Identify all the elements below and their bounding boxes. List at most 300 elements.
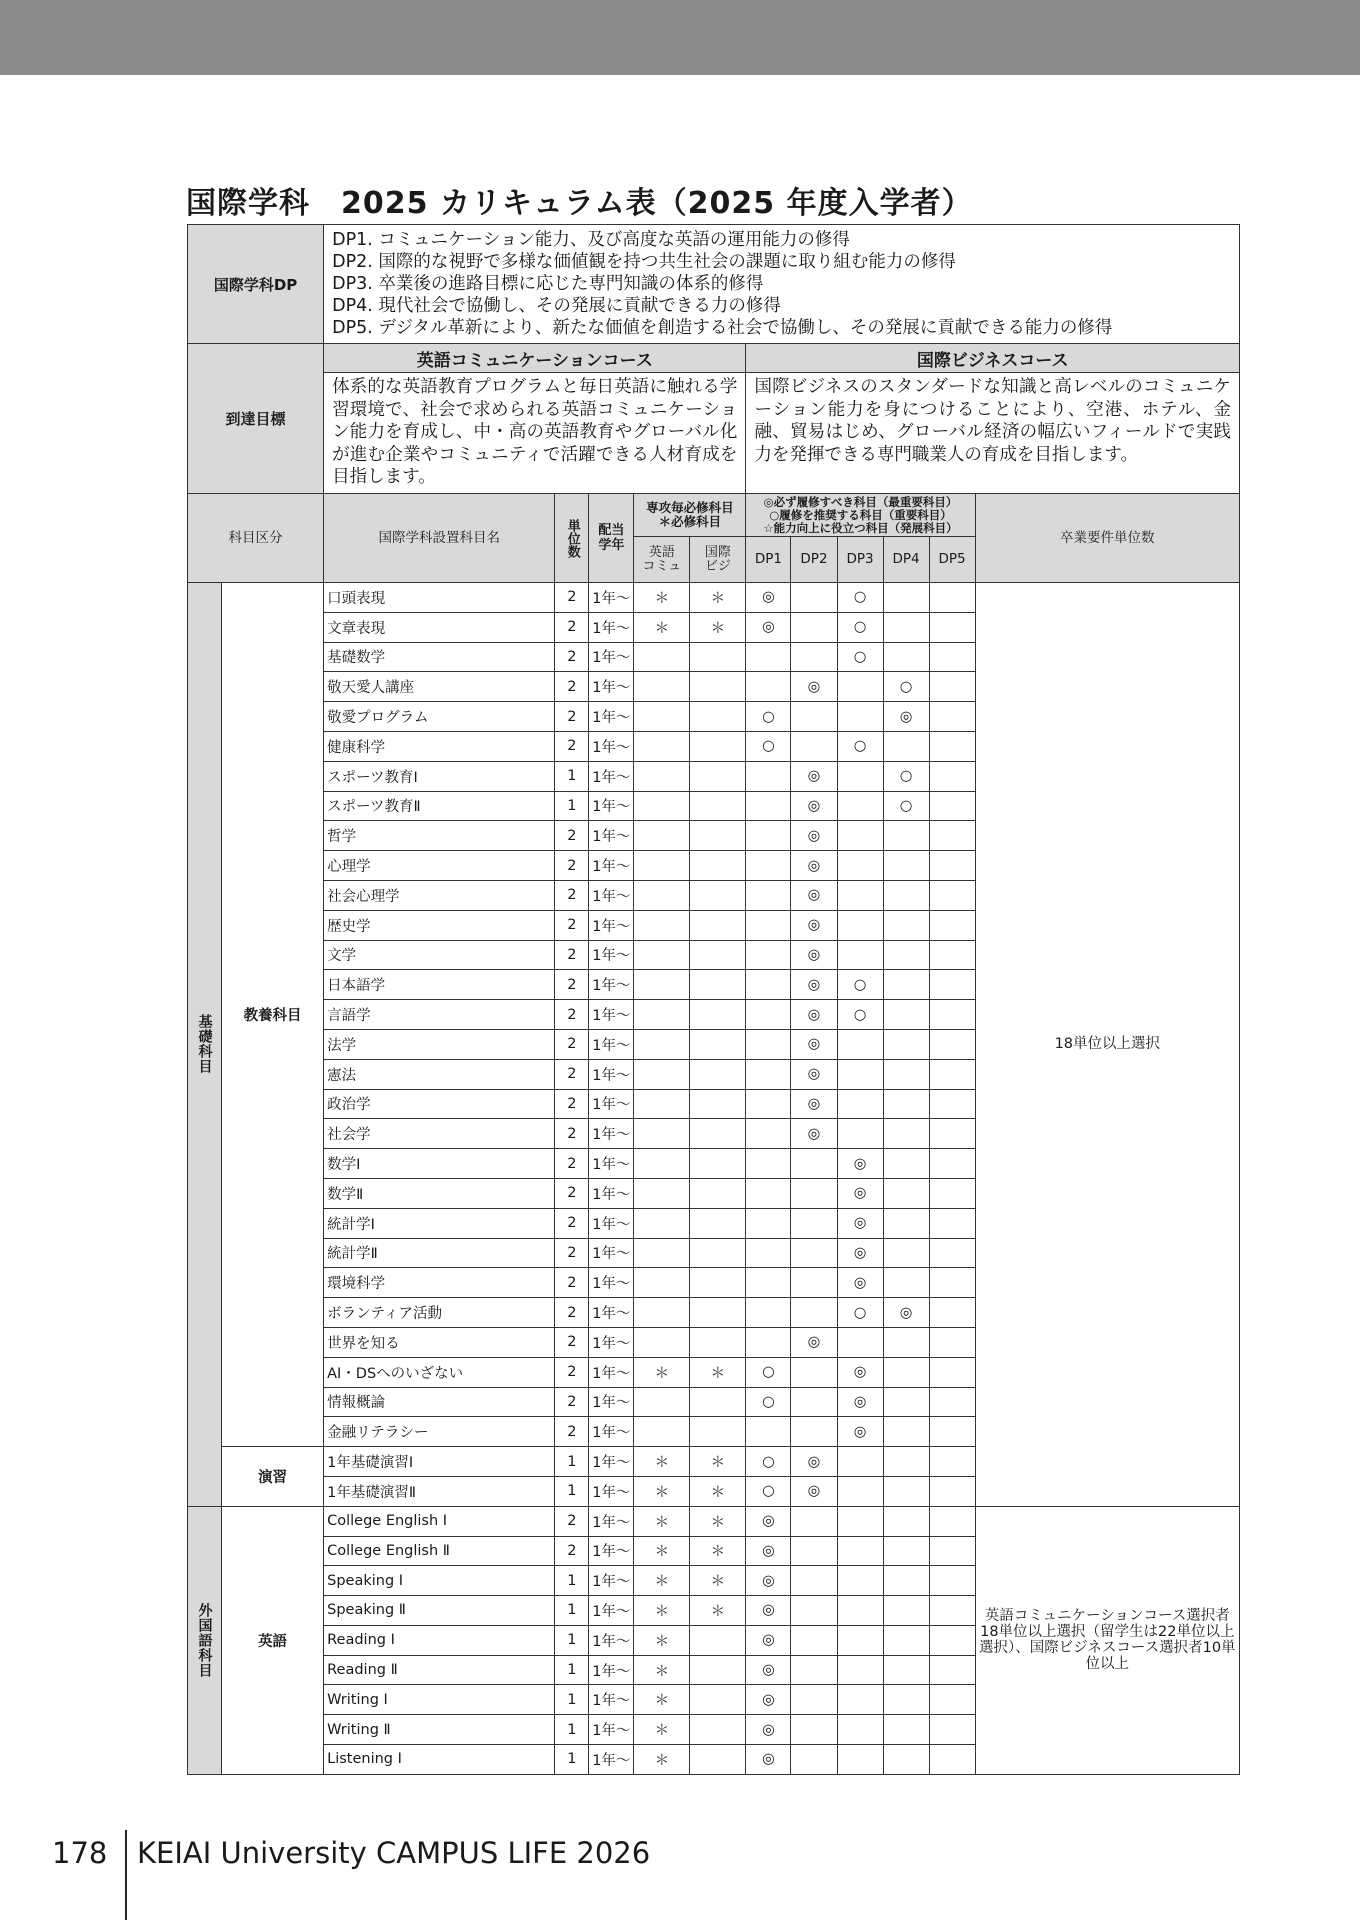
- subject-name: Reading Ⅰ: [324, 1625, 555, 1655]
- mark-d1: [746, 910, 791, 940]
- mark-e: [634, 1149, 690, 1179]
- header-eng: 英語 コミュ: [634, 537, 690, 583]
- mark-d1: [746, 1119, 791, 1149]
- credits-cell: 2: [555, 1327, 589, 1357]
- year-cell: 1年〜: [589, 1685, 634, 1715]
- credits-cell: 2: [555, 583, 589, 613]
- credits-cell: 2: [555, 851, 589, 881]
- year-cell: 1年〜: [589, 1327, 634, 1357]
- mark-d2: ◎: [791, 1029, 837, 1059]
- mark-e: ＊: [634, 1566, 690, 1596]
- mark-b: [690, 1149, 746, 1179]
- year-cell: 1年〜: [589, 1268, 634, 1298]
- mark-d3: [837, 880, 883, 910]
- graduation-req-kiso: 18単位以上選択: [975, 583, 1239, 1507]
- subject-name: 情報概論: [324, 1387, 555, 1417]
- goal-business: 国際ビジネスのスタンダードな知識と高レベルのコミュニケーション能力を身につけることにより、空港、ホテル、金融、貿易はじめ、グローバル経済の幅広いフィールドで実践力を発揮できる専門職業人の育成を目指します。: [746, 373, 1240, 494]
- course-english-header: 英語コミュニケーションコース: [324, 344, 746, 373]
- credits-cell: 2: [555, 1149, 589, 1179]
- mark-d5: [929, 910, 975, 940]
- mark-d4: [883, 1417, 929, 1447]
- mark-b: [690, 761, 746, 791]
- page-title: 国際学科 2025 カリキュラム表（2025 年度入学者）: [186, 186, 973, 221]
- subject-name: 金融リテラシー: [324, 1417, 555, 1447]
- subject-name: 数学Ⅱ: [324, 1178, 555, 1208]
- mark-d3: [837, 1685, 883, 1715]
- mark-b: [690, 1417, 746, 1447]
- mark-d4: [883, 1476, 929, 1506]
- subject-name: スポーツ教育Ⅰ: [324, 761, 555, 791]
- mark-d2: ◎: [791, 970, 837, 1000]
- mark-e: ＊: [634, 612, 690, 642]
- mark-d1: [746, 970, 791, 1000]
- mark-e: [634, 910, 690, 940]
- subject-name: College English Ⅰ: [324, 1506, 555, 1536]
- mark-d3: ○: [837, 970, 883, 1000]
- mark-d5: [929, 1715, 975, 1745]
- mark-d1: [746, 1327, 791, 1357]
- mark-d1: ◎: [746, 583, 791, 613]
- mark-b: [690, 1715, 746, 1745]
- year-cell: 1年〜: [589, 970, 634, 1000]
- mark-d2: [791, 1417, 837, 1447]
- mark-d2: [791, 1685, 837, 1715]
- mark-d4: [883, 1387, 929, 1417]
- credits-cell: 2: [555, 1089, 589, 1119]
- credits-cell: 2: [555, 612, 589, 642]
- credits-cell: 1: [555, 1566, 589, 1596]
- mark-e: ＊: [634, 1447, 690, 1477]
- year-cell: 1年〜: [589, 612, 634, 642]
- mark-e: [634, 1178, 690, 1208]
- credits-cell: 2: [555, 1506, 589, 1536]
- mark-d1: [746, 880, 791, 910]
- subject-name: Listening Ⅰ: [324, 1745, 555, 1775]
- subgroup-eigo: 英語: [222, 1506, 324, 1774]
- mark-d1: [746, 1059, 791, 1089]
- mark-b: [690, 1685, 746, 1715]
- mark-d3: [837, 821, 883, 851]
- year-cell: 1年〜: [589, 1029, 634, 1059]
- mark-d4: ○: [883, 672, 929, 702]
- mark-b: ＊: [690, 1357, 746, 1387]
- table-row: [188, 583, 1240, 613]
- mark-d2: [791, 1387, 837, 1417]
- mark-d3: [837, 1506, 883, 1536]
- mark-e: [634, 1268, 690, 1298]
- mark-d3: [837, 1655, 883, 1685]
- mark-d4: ◎: [883, 1298, 929, 1328]
- mark-d1: [746, 1089, 791, 1119]
- mark-d5: [929, 1238, 975, 1268]
- mark-d4: [883, 642, 929, 672]
- mark-b: [690, 1298, 746, 1328]
- mark-d4: [883, 1685, 929, 1715]
- mark-e: [634, 731, 690, 761]
- mark-d3: [837, 940, 883, 970]
- subject-name: 文学: [324, 940, 555, 970]
- subject-name: 社会心理学: [324, 880, 555, 910]
- mark-d1: ○: [746, 702, 791, 732]
- credits-cell: 2: [555, 731, 589, 761]
- credits-cell: 2: [555, 1119, 589, 1149]
- curriculum-table: [187, 224, 1240, 1775]
- mark-d4: [883, 940, 929, 970]
- mark-d4: [883, 1715, 929, 1745]
- subject-name: 1年基礎演習Ⅱ: [324, 1476, 555, 1506]
- mark-d2: ◎: [791, 821, 837, 851]
- mark-b: ＊: [690, 1447, 746, 1477]
- mark-e: [634, 642, 690, 672]
- credits-cell: 2: [555, 672, 589, 702]
- mark-d1: [746, 1000, 791, 1030]
- mark-e: [634, 672, 690, 702]
- mark-d5: [929, 731, 975, 761]
- mark-d4: [883, 1566, 929, 1596]
- graduation-req-eigo: 英語コミュニケーションコース選択者18単位以上選択（留学生は22単位以上選択）、国際ビジネスコース選択者10単位以上: [975, 1506, 1239, 1774]
- mark-d1: ◎: [746, 1655, 791, 1685]
- mark-d5: [929, 1059, 975, 1089]
- mark-d3: [837, 851, 883, 881]
- top-banner: [0, 0, 1360, 75]
- credits-cell: 1: [555, 761, 589, 791]
- mark-d2: [791, 1506, 837, 1536]
- mark-d1: ◎: [746, 1715, 791, 1745]
- subject-name: 数学Ⅰ: [324, 1149, 555, 1179]
- mark-d2: [791, 612, 837, 642]
- mark-b: [690, 880, 746, 910]
- mark-d3: [837, 1029, 883, 1059]
- header-credits: 単位数: [555, 494, 589, 583]
- mark-d3: ○: [837, 1000, 883, 1030]
- year-cell: 1年〜: [589, 761, 634, 791]
- mark-d1: [746, 761, 791, 791]
- column-header-row-1: [188, 494, 1240, 537]
- subject-name: 世界を知る: [324, 1327, 555, 1357]
- mark-e: ＊: [634, 1536, 690, 1566]
- mark-d4: [883, 731, 929, 761]
- mark-d2: ◎: [791, 1059, 837, 1089]
- mark-e: ＊: [634, 1715, 690, 1745]
- mark-d2: ◎: [791, 1089, 837, 1119]
- mark-d3: ○: [837, 642, 883, 672]
- mark-d3: ○: [837, 583, 883, 613]
- credits-cell: 1: [555, 1447, 589, 1477]
- mark-d1: ◎: [746, 612, 791, 642]
- mark-d1: ○: [746, 1447, 791, 1477]
- mark-d5: [929, 702, 975, 732]
- mark-d2: [791, 1566, 837, 1596]
- credits-cell: 2: [555, 1298, 589, 1328]
- mark-d5: [929, 1089, 975, 1119]
- goal-label: 到達目標: [188, 344, 324, 494]
- mark-d3: [837, 791, 883, 821]
- mark-e: ＊: [634, 1357, 690, 1387]
- mark-b: [690, 1029, 746, 1059]
- mark-d4: [883, 1447, 929, 1477]
- course-business-header: 国際ビジネスコース: [746, 344, 1240, 373]
- subject-name: College English Ⅱ: [324, 1536, 555, 1566]
- mark-d5: [929, 1208, 975, 1238]
- mark-d5: [929, 880, 975, 910]
- mark-e: [634, 880, 690, 910]
- mark-d4: [883, 970, 929, 1000]
- subject-name: 統計学Ⅰ: [324, 1208, 555, 1238]
- credits-cell: 1: [555, 1685, 589, 1715]
- mark-d2: [791, 1357, 837, 1387]
- mark-d2: ◎: [791, 940, 837, 970]
- mark-b: [690, 791, 746, 821]
- mark-d4: [883, 1029, 929, 1059]
- year-cell: 1年〜: [589, 1476, 634, 1506]
- mark-e: ＊: [634, 1745, 690, 1775]
- mark-b: [690, 1745, 746, 1775]
- credits-cell: 2: [555, 1059, 589, 1089]
- mark-d5: [929, 1745, 975, 1775]
- mark-d3: [837, 702, 883, 732]
- mark-d3: [837, 1447, 883, 1477]
- mark-d3: ◎: [837, 1357, 883, 1387]
- mark-d5: [929, 1596, 975, 1626]
- mark-d4: [883, 1208, 929, 1238]
- year-cell: 1年〜: [589, 1208, 634, 1238]
- credits-cell: 2: [555, 1417, 589, 1447]
- mark-b: ＊: [690, 1536, 746, 1566]
- mark-b: [690, 1119, 746, 1149]
- year-cell: 1年〜: [589, 702, 634, 732]
- mark-b: [690, 1208, 746, 1238]
- mark-d2: ◎: [791, 1119, 837, 1149]
- mark-e: [634, 1238, 690, 1268]
- mark-d4: [883, 1625, 929, 1655]
- credits-cell: 1: [555, 1655, 589, 1685]
- header-year: 配当学年: [589, 494, 634, 583]
- goal-english: 体系的な英語教育プログラムと毎日英語に触れる学習環境で、社会で求められる英語コミュニケーション能力を育成し、中・高の英語教育やグローバル化が進む企業やコミュニティで活躍できる人材育成を目指します。: [324, 373, 746, 494]
- mark-d5: [929, 1387, 975, 1417]
- mark-d2: [791, 1715, 837, 1745]
- subgroup-enshu: 演習: [222, 1447, 324, 1507]
- mark-d3: [837, 1119, 883, 1149]
- mark-d4: [883, 880, 929, 910]
- mark-d4: [883, 1536, 929, 1566]
- mark-d3: [837, 1566, 883, 1596]
- credits-cell: 2: [555, 642, 589, 672]
- mark-d4: [883, 1596, 929, 1626]
- mark-b: [690, 731, 746, 761]
- mark-d5: [929, 940, 975, 970]
- mark-e: ＊: [634, 1685, 690, 1715]
- mark-b: [690, 642, 746, 672]
- mark-e: ＊: [634, 1506, 690, 1536]
- year-cell: 1年〜: [589, 1596, 634, 1626]
- mark-d4: [883, 821, 929, 851]
- mark-d2: [791, 1745, 837, 1775]
- mark-e: [634, 1417, 690, 1447]
- mark-d2: ◎: [791, 761, 837, 791]
- mark-b: [690, 1327, 746, 1357]
- mark-e: [634, 1208, 690, 1238]
- year-cell: 1年〜: [589, 821, 634, 851]
- mark-e: [634, 761, 690, 791]
- dp-row: [188, 225, 1240, 344]
- mark-d3: ○: [837, 1298, 883, 1328]
- mark-e: [634, 1387, 690, 1417]
- mark-d2: ◎: [791, 851, 837, 881]
- mark-e: [634, 1029, 690, 1059]
- header-dp5: DP5: [929, 537, 975, 583]
- mark-d5: [929, 1506, 975, 1536]
- year-cell: 1年〜: [589, 731, 634, 761]
- header-subject: 国際学科設置科目名: [324, 494, 555, 583]
- mark-d5: [929, 1149, 975, 1179]
- goal-row: [188, 373, 1240, 494]
- mark-d3: ○: [837, 731, 883, 761]
- credits-cell: 2: [555, 880, 589, 910]
- mark-d3: [837, 761, 883, 791]
- credits-cell: 1: [555, 1625, 589, 1655]
- mark-d1: ○: [746, 1357, 791, 1387]
- subject-name: 敬天愛人講座: [324, 672, 555, 702]
- mark-d4: ○: [883, 791, 929, 821]
- subject-name: Speaking Ⅰ: [324, 1566, 555, 1596]
- credits-cell: 1: [555, 1596, 589, 1626]
- credits-cell: 1: [555, 1715, 589, 1745]
- mark-d4: [883, 1238, 929, 1268]
- mark-b: [690, 1059, 746, 1089]
- mark-d2: ◎: [791, 1327, 837, 1357]
- credits-cell: 2: [555, 702, 589, 732]
- mark-d2: [791, 642, 837, 672]
- year-cell: 1年〜: [589, 1387, 634, 1417]
- dp-item: DP3. 卒業後の進路目標に応じた専門知識の体系的修得: [332, 274, 764, 294]
- mark-d3: [837, 910, 883, 940]
- mark-d4: [883, 1745, 929, 1775]
- mark-d2: [791, 1238, 837, 1268]
- mark-e: ＊: [634, 1625, 690, 1655]
- group-gaikokugo: 外国語科目: [188, 1506, 222, 1774]
- mark-b: [690, 910, 746, 940]
- mark-e: [634, 1089, 690, 1119]
- subject-name: 憲法: [324, 1059, 555, 1089]
- mark-d3: [837, 1536, 883, 1566]
- mark-d2: [791, 1655, 837, 1685]
- year-cell: 1年〜: [589, 1625, 634, 1655]
- mark-d5: [929, 1476, 975, 1506]
- mark-d2: ◎: [791, 1447, 837, 1477]
- mark-d3: ◎: [837, 1238, 883, 1268]
- subject-name: Writing Ⅱ: [324, 1715, 555, 1745]
- credits-cell: 1: [555, 1745, 589, 1775]
- mark-d2: [791, 1268, 837, 1298]
- year-cell: 1年〜: [589, 1178, 634, 1208]
- mark-b: [690, 702, 746, 732]
- header-category: 科目区分: [188, 494, 324, 583]
- mark-d5: [929, 1625, 975, 1655]
- mark-d2: [791, 1178, 837, 1208]
- mark-d4: [883, 612, 929, 642]
- header-legend: ◎必ず履修すべき科目（最重要科目） ○履修を推奨する科目（重要科目） ☆能力向上に役立つ科目（発展科目）: [746, 494, 975, 537]
- header-dp4: DP4: [883, 537, 929, 583]
- mark-b: [690, 672, 746, 702]
- mark-d1: ○: [746, 731, 791, 761]
- subject-name: 健康科学: [324, 731, 555, 761]
- header-required: 専攻毎必修科目 ＊必修科目: [634, 494, 746, 537]
- credits-cell: 2: [555, 1387, 589, 1417]
- subject-name: 社会学: [324, 1119, 555, 1149]
- subject-name: ボランティア活動: [324, 1298, 555, 1328]
- subject-name: Reading Ⅱ: [324, 1655, 555, 1685]
- dp-item: DP4. 現代社会で協働し、その発展に貢献できる力の修得: [332, 296, 781, 316]
- mark-e: [634, 791, 690, 821]
- mark-b: [690, 1238, 746, 1268]
- mark-d5: [929, 1685, 975, 1715]
- credits-cell: 2: [555, 1238, 589, 1268]
- mark-d2: [791, 1536, 837, 1566]
- mark-d4: ○: [883, 761, 929, 791]
- mark-b: ＊: [690, 1566, 746, 1596]
- mark-d5: [929, 1268, 975, 1298]
- mark-e: ＊: [634, 583, 690, 613]
- mark-b: [690, 821, 746, 851]
- subject-name: 心理学: [324, 851, 555, 881]
- mark-d1: [746, 1238, 791, 1268]
- credits-cell: 1: [555, 791, 589, 821]
- mark-d5: [929, 1119, 975, 1149]
- mark-d3: [837, 1715, 883, 1745]
- mark-d5: [929, 1298, 975, 1328]
- mark-d1: ◎: [746, 1596, 791, 1626]
- mark-d4: ◎: [883, 702, 929, 732]
- mark-d5: [929, 1000, 975, 1030]
- mark-b: [690, 851, 746, 881]
- mark-d1: ○: [746, 1387, 791, 1417]
- credits-cell: 2: [555, 1029, 589, 1059]
- footer-divider: [125, 1830, 127, 1920]
- mark-d3: ◎: [837, 1149, 883, 1179]
- mark-b: [690, 1178, 746, 1208]
- year-cell: 1年〜: [589, 1119, 634, 1149]
- year-cell: 1年〜: [589, 1506, 634, 1536]
- mark-d5: [929, 1327, 975, 1357]
- year-cell: 1年〜: [589, 1536, 634, 1566]
- mark-d2: ◎: [791, 880, 837, 910]
- mark-d2: ◎: [791, 1000, 837, 1030]
- year-cell: 1年〜: [589, 1238, 634, 1268]
- mark-d3: ○: [837, 612, 883, 642]
- subject-name: 言語学: [324, 1000, 555, 1030]
- subject-name: 口頭表現: [324, 583, 555, 613]
- mark-b: ＊: [690, 612, 746, 642]
- mark-d2: [791, 1625, 837, 1655]
- mark-d1: ◎: [746, 1506, 791, 1536]
- mark-d4: [883, 583, 929, 613]
- year-cell: 1年〜: [589, 1059, 634, 1089]
- year-cell: 1年〜: [589, 791, 634, 821]
- mark-d5: [929, 642, 975, 672]
- mark-d5: [929, 1417, 975, 1447]
- year-cell: 1年〜: [589, 1566, 634, 1596]
- page-number: 178: [52, 1836, 108, 1870]
- mark-d4: [883, 1178, 929, 1208]
- mark-d5: [929, 1357, 975, 1387]
- mark-b: [690, 1089, 746, 1119]
- year-cell: 1年〜: [589, 1298, 634, 1328]
- mark-e: [634, 1327, 690, 1357]
- subject-name: 哲学: [324, 821, 555, 851]
- course-header-row: [188, 344, 1240, 373]
- mark-d4: [883, 910, 929, 940]
- mark-d2: ◎: [791, 910, 837, 940]
